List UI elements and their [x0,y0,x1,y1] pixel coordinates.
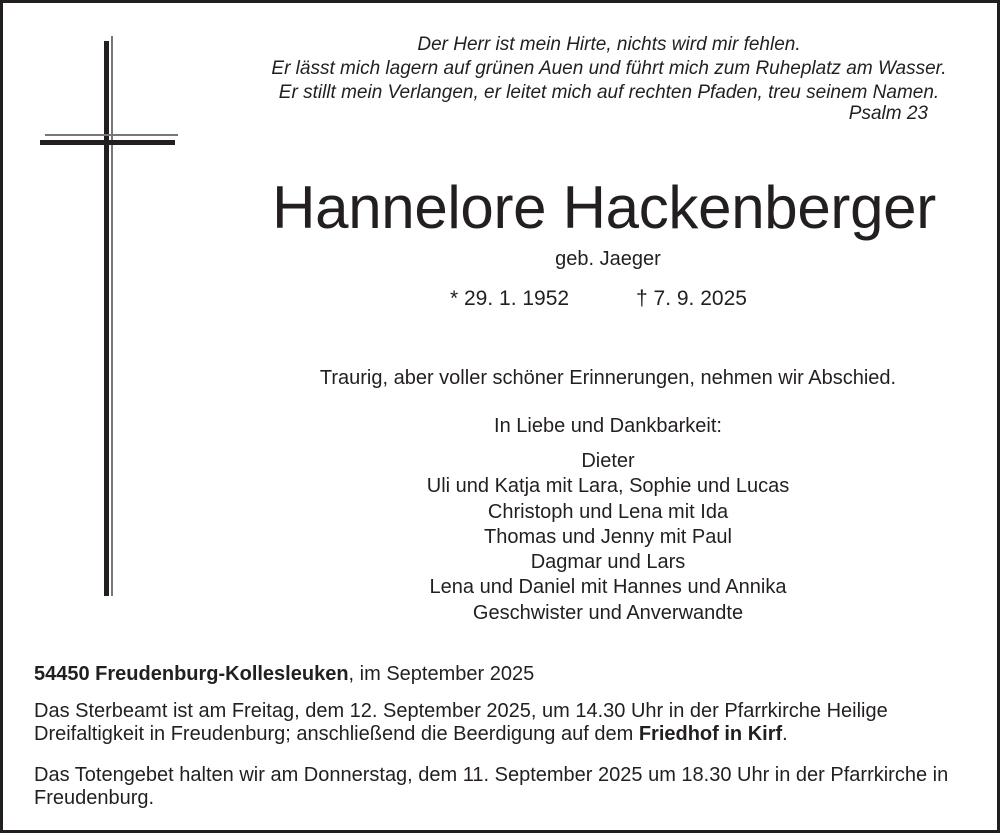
mourners-list [203,449,1000,626]
requiem-end: . [782,723,788,745]
mourners-intro: In Liebe und Dankbarkeit: [494,415,722,437]
psalm-line: Er stillt mein Verlangen, er leitet mich auf rechten Pfaden, treu seinem Namen. [278,82,940,103]
mourner: Thomas und Jenny mit Paul [484,525,732,548]
psalm-reference: Psalm 23 [848,103,928,124]
birth-date: * 29. 1. 1952 [450,287,570,310]
place: 54450 Freudenburg-Kollesleuken [34,663,349,685]
mourner: Dieter [581,450,635,472]
place-date [34,663,994,686]
deceased-name: Hannelore Hackenberger [272,174,936,241]
requiem-text: Das Sterbeamt ist am Freitag, dem 12. September 2025, um 14.30 Uhr in der Pfarrkirche Heilige Dreifaltigkeit in Freudenburg; anschließend die Beerdigung auf dem [34,700,888,745]
mourner: Geschwister und Anverwandte [472,601,744,624]
birth-name: geb. Jaeger [555,248,661,270]
farewell-message: Traurig, aber voller schöner Erinnerungen, nehmen wir Abschied. [319,367,897,389]
psalm-line: Der Herr ist mein Hirte, nichts wird mir fehlen. [417,34,801,55]
mourner: Lena und Daniel mit Hannes und Annika [429,576,787,599]
cemetery: Friedhof in Kirf [638,723,783,745]
mourner: Dagmar und Lars [530,551,686,574]
prayer-info: Das Totengebet halten wir am Donnerstag, dem 11. September 2025 um 18.30 Uhr in der Pfarrkirche in Freudenburg. [34,764,949,809]
requiem-info [34,700,994,746]
psalm-quote [203,33,1000,105]
mourner: Uli und Katja mit Lara, Sophie und Lucas [426,475,790,498]
mourner: Christoph und Lena mit Ida [487,500,729,523]
psalm-line: Er lässt mich lagern auf grünen Auen und führt mich zum Ruheplatz am Wasser. [271,58,947,79]
death-date: † 7. 9. 2025 [636,287,747,310]
date: , im September 2025 [348,663,535,685]
